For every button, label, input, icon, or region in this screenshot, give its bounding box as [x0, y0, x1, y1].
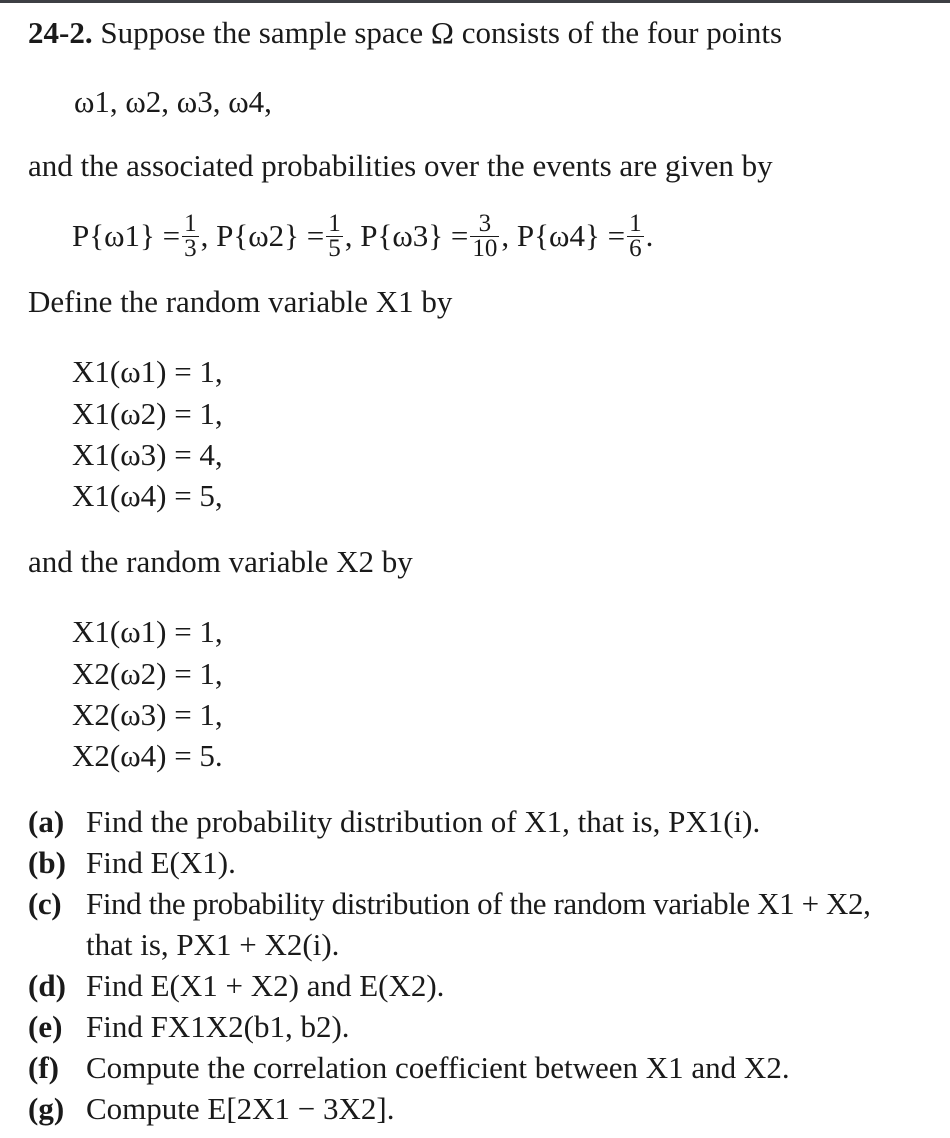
problem-number: 24-2.	[28, 15, 93, 50]
part-text: Find E(X1).	[86, 845, 236, 880]
part-text: Find FX1X2(b1, b2).	[86, 1009, 350, 1044]
part-e	[28, 1009, 350, 1045]
part-text-continued: that is, PX1 + X2(i).	[86, 927, 340, 962]
x1-value-3: X1(ω3) = 4,	[72, 437, 223, 472]
prob-1: P{ω1} = $\frac{1}{3}$ ,	[72, 210, 209, 263]
part-f	[28, 1050, 790, 1086]
part-g	[28, 1091, 395, 1127]
x2-value-2: X2(ω2) = 1,	[72, 656, 223, 691]
part-c-continued	[28, 927, 339, 963]
x1-value-1: X1(ω1) = 1,	[72, 354, 223, 389]
sample-points	[74, 84, 272, 120]
define-x2: and the random variable X2 by	[28, 544, 413, 579]
part-b	[28, 845, 236, 881]
probability-equations	[72, 206, 653, 266]
part-label: (e)	[28, 1009, 63, 1044]
part-label: (a)	[28, 804, 65, 839]
x2-value-4: X2(ω4) = 5.	[72, 738, 223, 773]
part-text: Compute the correlation coefficient between X1 and X2.	[86, 1050, 790, 1085]
fraction: $\frac{3}{10}$	[472, 210, 498, 263]
x1-value-2: X1(ω2) = 1,	[72, 396, 223, 431]
assoc-text: and the associated probabilities over the events are given by	[28, 148, 773, 183]
part-label: (g)	[28, 1091, 65, 1126]
part-label: (c)	[28, 886, 62, 921]
top-border	[0, 0, 950, 3]
define-x1: Define the random variable X1 by	[28, 284, 453, 319]
part-label: (d)	[28, 968, 66, 1003]
part-text: Find E(X1 + X2) and E(X2).	[86, 968, 445, 1003]
prob-2: P{ω2} = $\frac{1}{5}$ ,	[216, 210, 353, 263]
fraction: $\frac{1}{3}$	[184, 210, 197, 263]
part-a	[28, 804, 760, 840]
problem-intro: Suppose the sample space Ω consists of the four points	[100, 15, 783, 50]
part-label: (b)	[28, 845, 66, 880]
part-text: Find the probability distribution of X1, that is, PX1(i).	[86, 804, 761, 839]
x1-value-4: X1(ω4) = 5,	[72, 478, 223, 513]
fraction: $\frac{1}{5}$	[328, 210, 341, 263]
problem-heading	[28, 15, 782, 51]
x2-value-1: X1(ω1) = 1,	[72, 614, 223, 649]
part-text: Compute E[2X1 − 3X2].	[86, 1091, 395, 1126]
prob-4: P{ω4} = $\frac{1}{6}$ .	[516, 210, 654, 263]
fraction: $\frac{1}{6}$	[629, 210, 642, 263]
x2-value-3: X2(ω3) = 1,	[72, 697, 223, 732]
part-text: Find the probability distribution of the random variable X1 + X2,	[86, 886, 871, 921]
prob-3: P{ω3} = $\frac{3}{10}$ ,	[360, 210, 510, 263]
part-d	[28, 968, 444, 1004]
sample-points-text: ω1, ω2, ω3, ω4,	[74, 84, 272, 119]
part-label: (f)	[28, 1050, 59, 1085]
part-c	[28, 886, 870, 922]
